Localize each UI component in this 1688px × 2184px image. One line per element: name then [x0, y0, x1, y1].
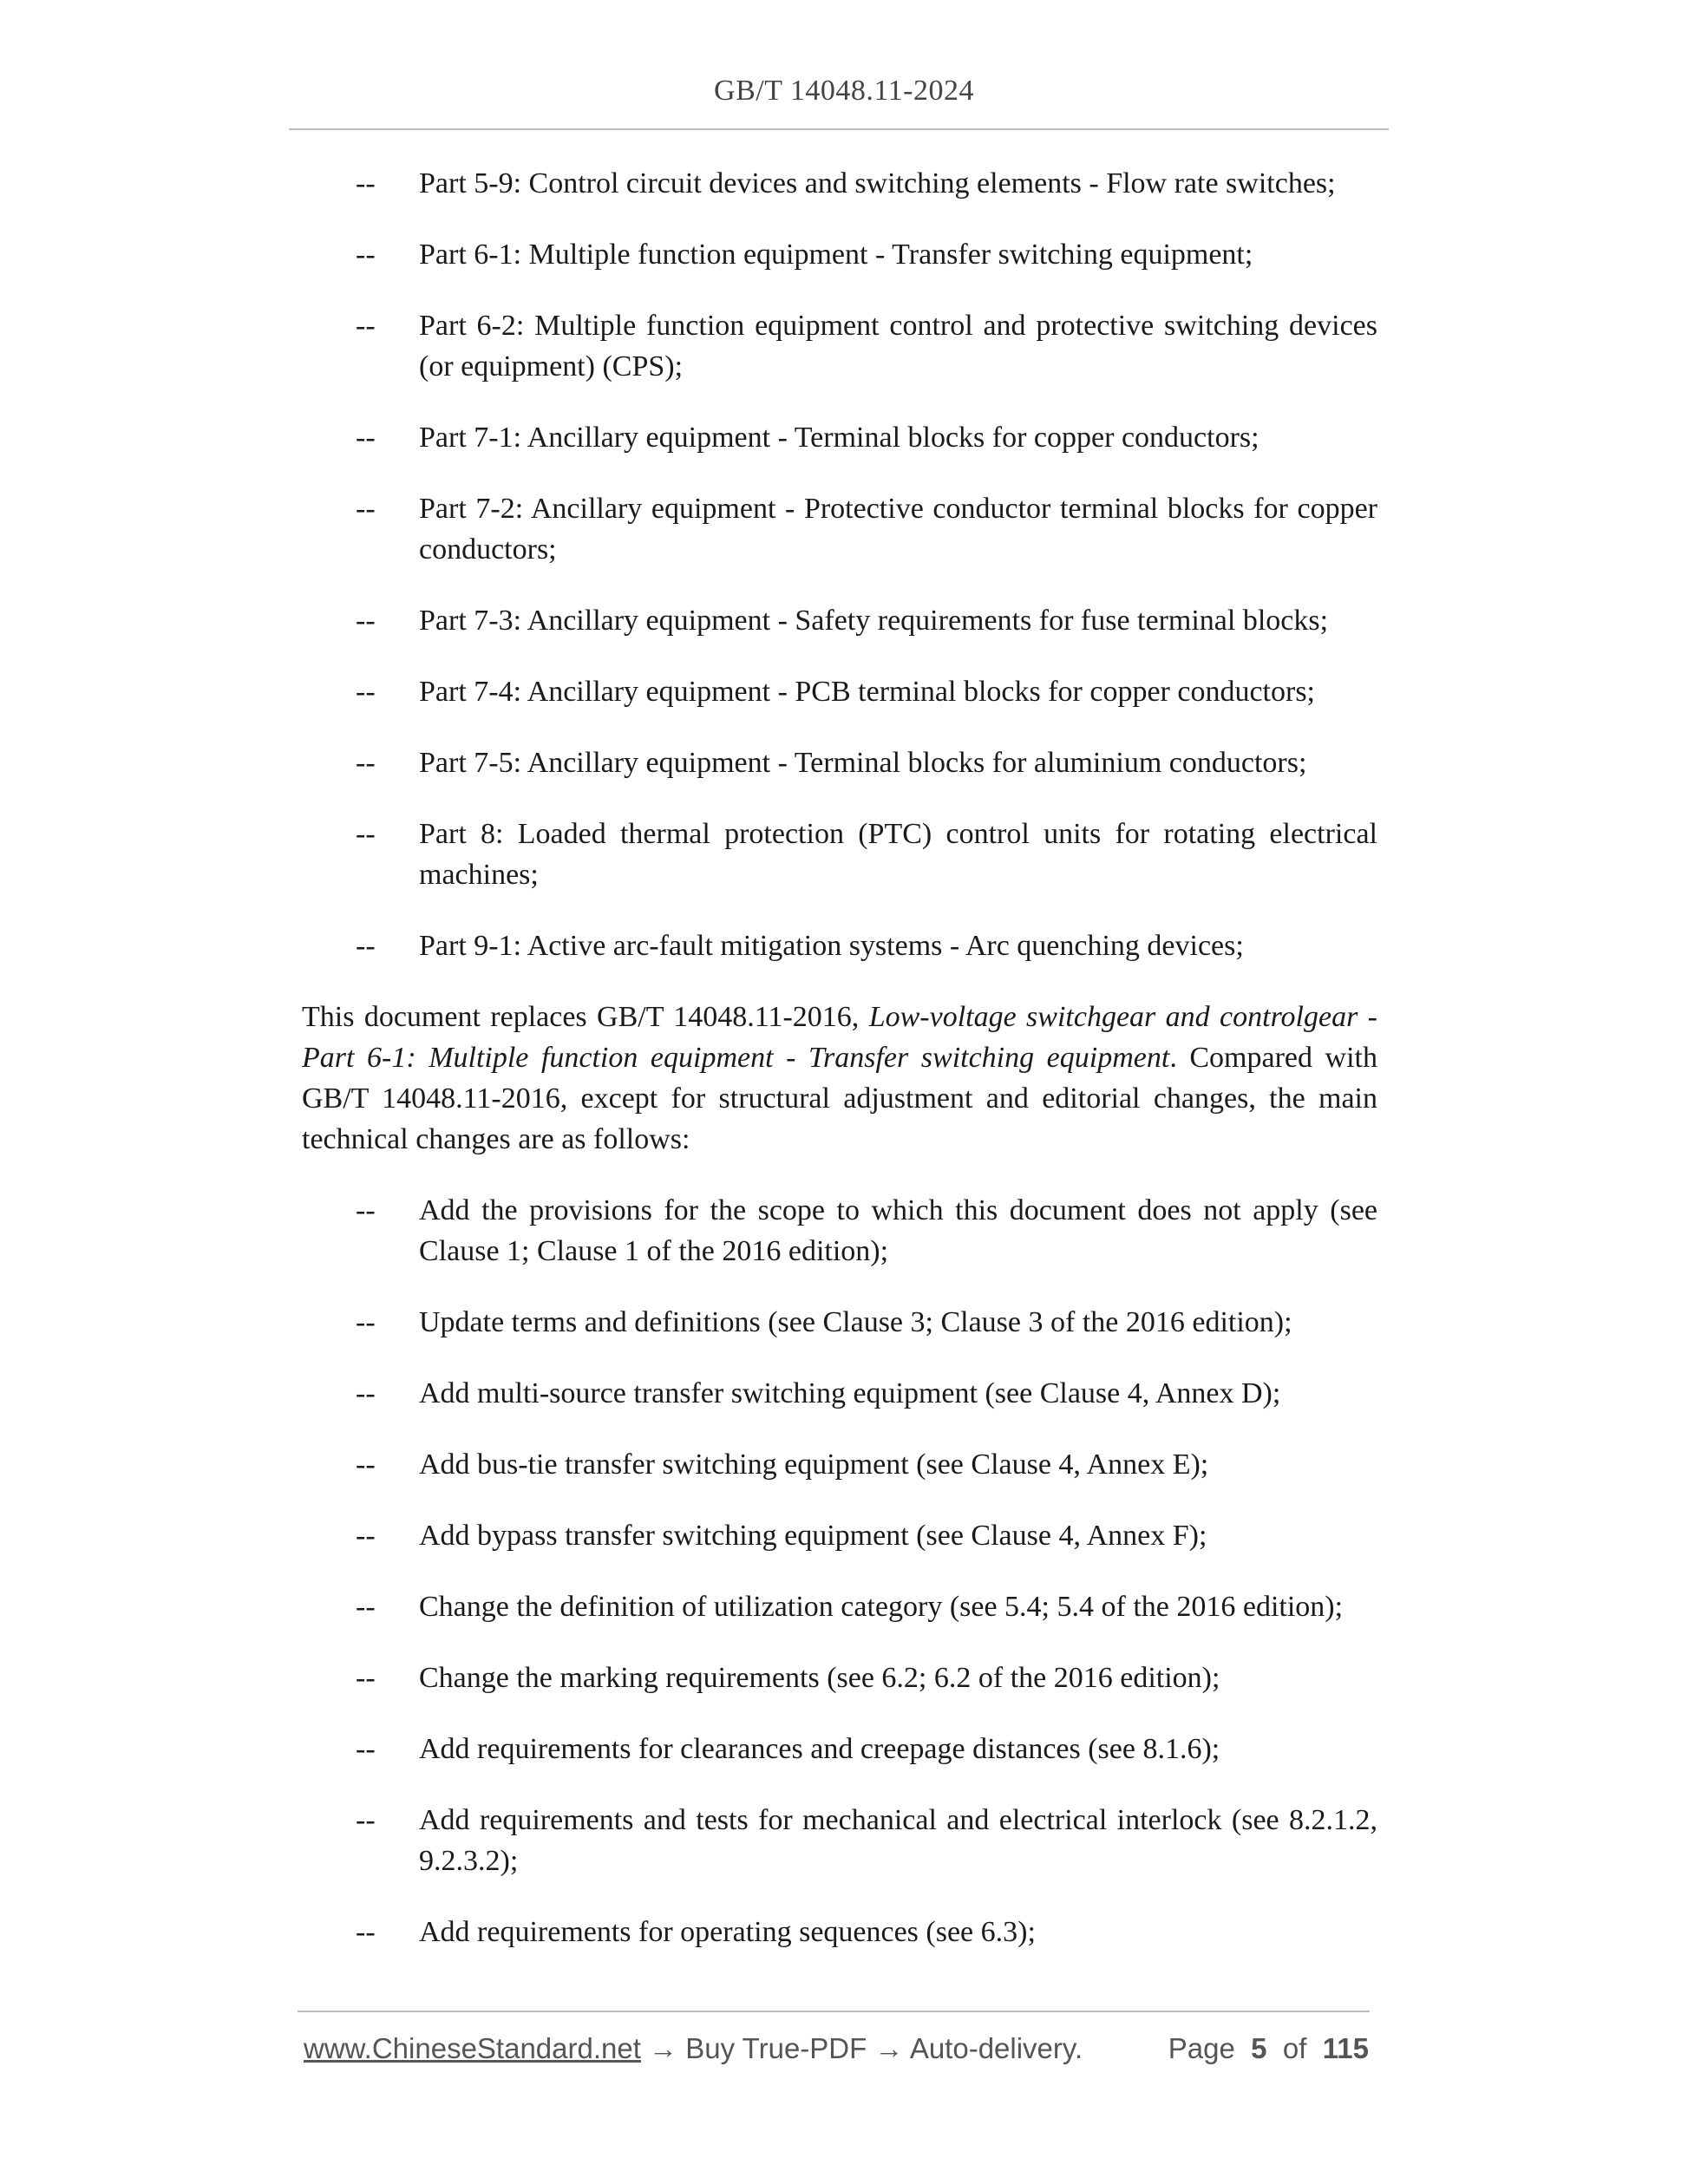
list-item-text: Part 8: Loaded thermal protection (PTC) control units for rotating electrical machines; [419, 818, 1377, 891]
document-header-title: GB/T 14048.11-2024 [714, 75, 974, 107]
list-item [302, 234, 1377, 275]
list-dash: -- [356, 1377, 376, 1409]
list-item [302, 1190, 1377, 1272]
list-item [302, 814, 1377, 895]
list-dash: -- [356, 310, 376, 342]
list-dash: -- [356, 747, 376, 779]
changes-list [302, 1190, 1377, 1952]
list-item [302, 163, 1377, 204]
parts-list [302, 163, 1377, 966]
list-dash: -- [356, 1194, 376, 1226]
list-item [302, 1586, 1377, 1627]
list-item-text: Part 5-9: Control circuit devices and switching elements - Flow rate switches; [419, 167, 1336, 199]
list-dash: -- [356, 1591, 376, 1623]
list-item-text: Add requirements for clearances and creepage distances (see 8.1.6); [419, 1733, 1220, 1765]
list-item [302, 1444, 1377, 1485]
list-dash: -- [356, 239, 376, 271]
list-item-text: Part 7-5: Ancillary equipment - Terminal blocks for aluminium conductors; [419, 747, 1307, 779]
list-item [302, 1302, 1377, 1343]
list-item [302, 1729, 1377, 1769]
page-indicator [1168, 2030, 1369, 2068]
list-item [302, 925, 1377, 966]
list-item-text: Part 7-3: Ancillary equipment - Safety requirements for fuse terminal blocks; [419, 605, 1329, 637]
list-dash: -- [356, 167, 376, 199]
list-item-text: Change the definition of utilization category (see 5.4; 5.4 of the 2016 edition); [419, 1591, 1344, 1623]
list-item [302, 1800, 1377, 1881]
list-item [302, 742, 1377, 783]
list-item [302, 1515, 1377, 1556]
list-item-text: Change the marking requirements (see 6.2; 6.2 of the 2016 edition); [419, 1662, 1220, 1694]
footer-promo-text: → Buy True-PDF → Auto-delivery. [640, 2032, 1083, 2064]
header-divider [289, 128, 1389, 130]
replacement-paragraph [302, 997, 1377, 1160]
list-dash: -- [356, 1662, 376, 1694]
list-item-text: Add bus-tie transfer switching equipment (see Clause 4, Annex E); [419, 1448, 1209, 1481]
list-item-text: Add requirements for operating sequences (see 6.3); [419, 1916, 1036, 1948]
list-item-text: Add bypass transfer switching equipment (see Clause 4, Annex F); [419, 1520, 1207, 1552]
page-footer [304, 2030, 1369, 2068]
list-item-text: Add multi-source transfer switching equipment (see Clause 4, Annex D); [419, 1377, 1281, 1409]
list-item [302, 1373, 1377, 1414]
list-item [302, 488, 1377, 570]
site-link[interactable]: www.ChineseStandard.net [304, 2032, 641, 2064]
list-dash: -- [356, 818, 376, 850]
list-item-text: Part 7-2: Ancillary equipment - Protective conductor terminal blocks for copper conductors; [419, 493, 1377, 566]
replaced-standard-title: Low-voltage switchgear and controlgear - Part 6-1: Multiple function equipment - Transfer switching equipment [302, 1001, 1378, 1074]
list-dash: -- [356, 930, 376, 962]
list-dash: -- [356, 422, 376, 454]
list-dash: -- [356, 1306, 376, 1338]
list-item [302, 1658, 1377, 1698]
page-number: 5 [1251, 2032, 1267, 2064]
list-item [302, 305, 1377, 387]
list-item-text: Part 7-4: Ancillary equipment - PCB terminal blocks for copper conductors; [419, 676, 1315, 708]
list-dash: -- [356, 1448, 376, 1481]
of-label: of [1282, 2032, 1307, 2064]
list-dash: -- [356, 1804, 376, 1836]
list-item-text: Add the provisions for the scope to which this document does not apply (see Clause 1; Clause 1 of the 2016 edition); [419, 1194, 1377, 1267]
list-item [302, 600, 1377, 641]
list-dash: -- [356, 1520, 376, 1552]
list-item-text: Part 6-2: Multiple function equipment control and protective switching devices (or equipment) (CPS); [419, 310, 1377, 383]
list-item-text: Add requirements and tests for mechanical and electrical interlock (see 8.2.1.2, 9.2.3.2); [419, 1804, 1377, 1877]
list-dash: -- [356, 1733, 376, 1765]
list-item [302, 1912, 1377, 1952]
page-content [302, 163, 1377, 1983]
list-dash: -- [356, 1916, 376, 1948]
paragraph-rest: . Compared with GB/T 14048.11-2016, except for structural adjustment and editorial changes, the main technical changes are as follows: [302, 1042, 1378, 1155]
list-dash: -- [356, 493, 376, 525]
list-item-text: Part 7-1: Ancillary equipment - Terminal blocks for copper conductors; [419, 422, 1259, 454]
list-item-text: Part 6-1: Multiple function equipment - Transfer switching equipment; [419, 239, 1253, 271]
paragraph-lead: This document replaces GB/T 14048.11-2016, [302, 1001, 869, 1033]
list-dash: -- [356, 676, 376, 708]
page-total: 115 [1322, 2032, 1369, 2064]
list-item-text: Part 9-1: Active arc-fault mitigation systems - Arc quenching devices; [419, 930, 1244, 962]
list-item [302, 417, 1377, 458]
footer-divider [298, 2011, 1370, 2012]
list-item [302, 671, 1377, 712]
footer-promo [304, 2030, 1083, 2068]
page-label: Page [1168, 2032, 1235, 2064]
list-dash: -- [356, 605, 376, 637]
list-item-text: Update terms and definitions (see Clause 3; Clause 3 of the 2016 edition); [419, 1306, 1292, 1338]
